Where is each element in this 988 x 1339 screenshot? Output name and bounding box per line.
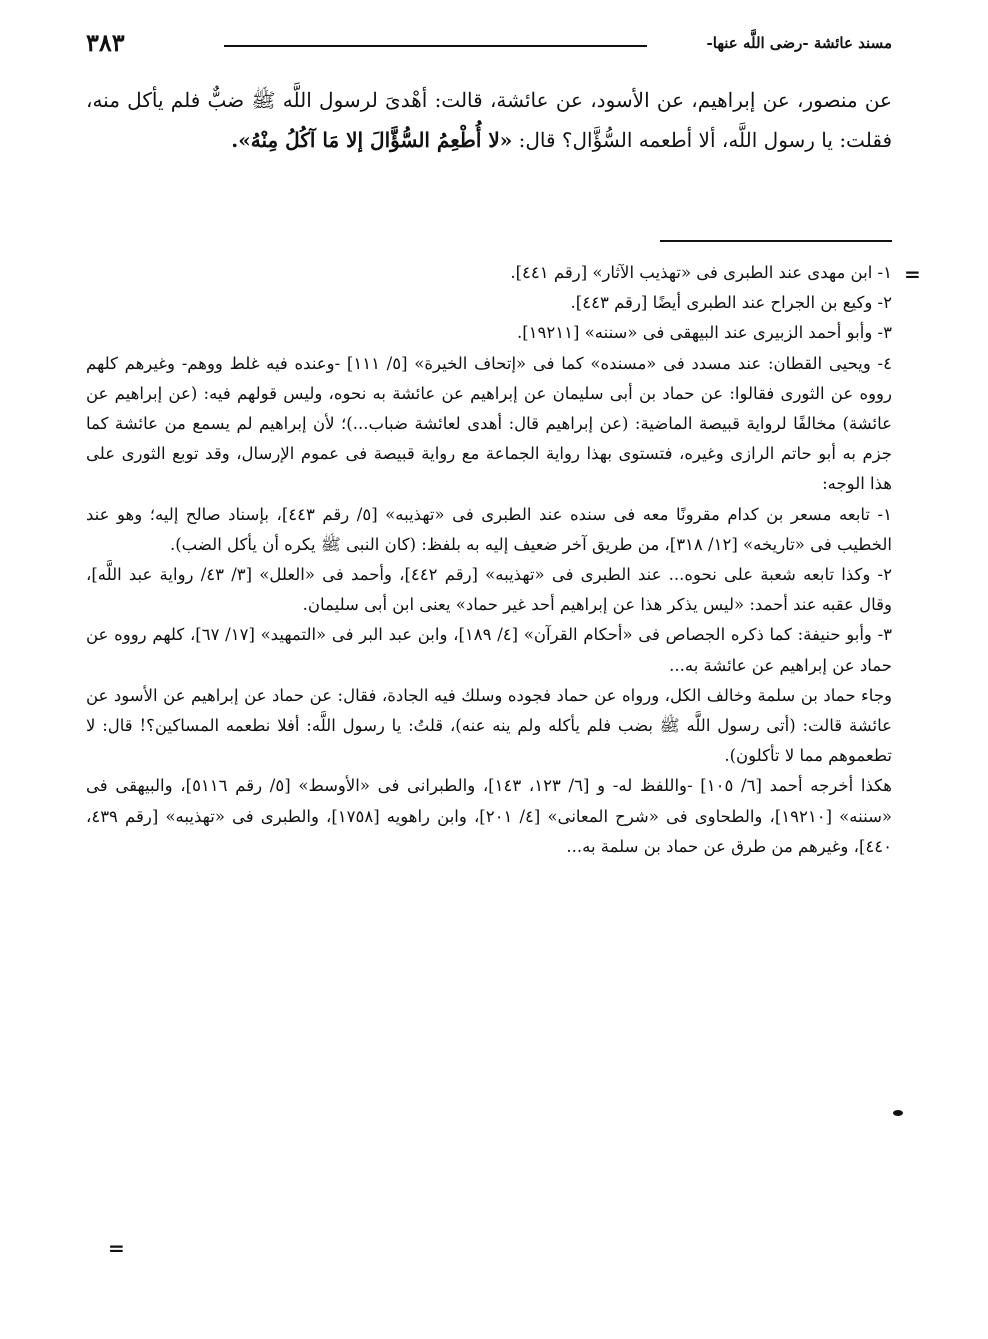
header-rule [224, 45, 647, 47]
footnote-paragraph: ٢- وكيع بن الجراح عند الطبرى أيضًا [رقم ٤٤٣]. [570, 293, 892, 313]
footnote-paragraph: وجاء حماد بن سلمة وخالف الكل، ورواه عن حماد فجوده وسلك فيه الجادة، فقال: عن حماد عن إبراهيم عن الأسود عن عائشة قالت: (أتى رسول اللَّه ﷺ بضب فلم يأكله ولم ينه عنه)، قلتُ: يا رسول اللَّه: أفلا نطعمه المساكين؟! قال: لا تطعموهم مما لا تأكلون). [86, 685, 892, 766]
end-continuation-mark: = [108, 1236, 125, 1260]
footnote-paragraph: ٣- وأبو أحمد الزبيرى عند البيهقى فى «سننه» [١٩٢١١]. [516, 323, 892, 343]
hadith-quote: «لا أُطْعِمُ السُّؤَّالَ إلا مَا آكُلُ مِنْهُ». [231, 128, 513, 152]
footnotes [86, 258, 892, 862]
footnote-paragraph: ٣- وأبو حنيفة: كما ذكره الجصاص فى «أحكام القرآن» [٤/ ١٨٩]، وابن عبد البر فى «التمهيد» [١٧/ ٦٧]، كلهم رووه عن حماد عن إبراهيم عن عائشة به... [86, 625, 893, 675]
paragraph-bullet [893, 1110, 903, 1116]
continuation-mark: = [904, 262, 921, 286]
running-header [86, 28, 892, 60]
footnote-separator [660, 240, 892, 242]
footnote-paragraph: ٤- ويحيى القطان: عند مسدد فى «مسنده» كما فى «إتحاف الخيرة» [٥/ ١١١] -وعنده فيه غلط ووهم- وغيرهم كلهم رووه عن الثورى فقالوا: عن حماد بن أبى سليمان عن إبراهيم عن عائشة به نحوه، وليس قولهم فيه: (عن إبراهيم عن عائشة) مخالفًا لرواية قبيصة الماضية: (عن إبراهيم قال: أهدى لعائشة ضباب...)؛ لأن إبراهيم لم يسمع من عائشة كما جزم به أبو حاتم الرازى وغيره، فتستوى بهذا رواية الجماعة مع رواية قبيصة فى عموم الإرسال، وقد توبع الثورى على هذا الوجه: [86, 353, 892, 494]
footnote-paragraph: ٢- وكذا تابعه شعبة على نحوه... عند الطبرى فى «تهذيبه» [رقم ٤٤٢]، وأحمد فى «العلل» [٣/ ٤٣/ رواية عبد اللَّه]، وقال عقبه عند أحمد: «ليس يذكر هذا عن إبراهيم أحد غير حماد» يعنى ابن أبى سليمان. [86, 565, 892, 615]
footnote-paragraph: هكذا أخرجه أحمد [٦/ ١٠٥] -واللفظ له- و [٦/ ١٢٣، ١٤٣]، والطبرانى فى «الأوسط» [٥/ رقم ٥١١٦]، والبيهقى فى «سننه» [١٩٢١٠]، والطحاوى فى «شرح المعانى» [٤/ ٢٠١]، وابن راهويه [١٧٥٨]، والطبرى فى «تهذيبه» [رقم ٤٣٩، ٤٤٠]، وغيرهم من طرق عن حماد بن سلمة به... [86, 776, 892, 856]
footnote-paragraph: ١- ابن مهدى عند الطبرى فى «تهذيب الآثار» [رقم ٤٤١]. [510, 263, 892, 282]
main-text [86, 80, 892, 160]
page-number: ٣٨٣ [86, 28, 125, 57]
main-paragraph: عن منصور، عن إبراهيم، عن الأسود، عن عائشة، قالت: أهْدىَ لرسول اللَّه ﷺ ضبٌّ فلم يأكل منه، فقلت: يا رسول اللَّه، ألا أطعمه السُّؤَّال؟ قال: [86, 88, 892, 152]
footnote-paragraph: ١- تابعه مسعر بن كدام مقرونًا معه فى سنده عند الطبرى فى «تهذيبه» [٥/ رقم ٤٤٣]، بإسناد صالح إليه؛ وهو عند الخطيب فى «تاريخه» [١٢/ ٣١٨]، من طريق آخر ضعيف إليه به بلفظ: (كان النبى ﷺ يكره أن يأكل الضب). [86, 504, 892, 554]
running-title: مسند عائشة -رضى اللَّه عنها- [706, 34, 892, 52]
